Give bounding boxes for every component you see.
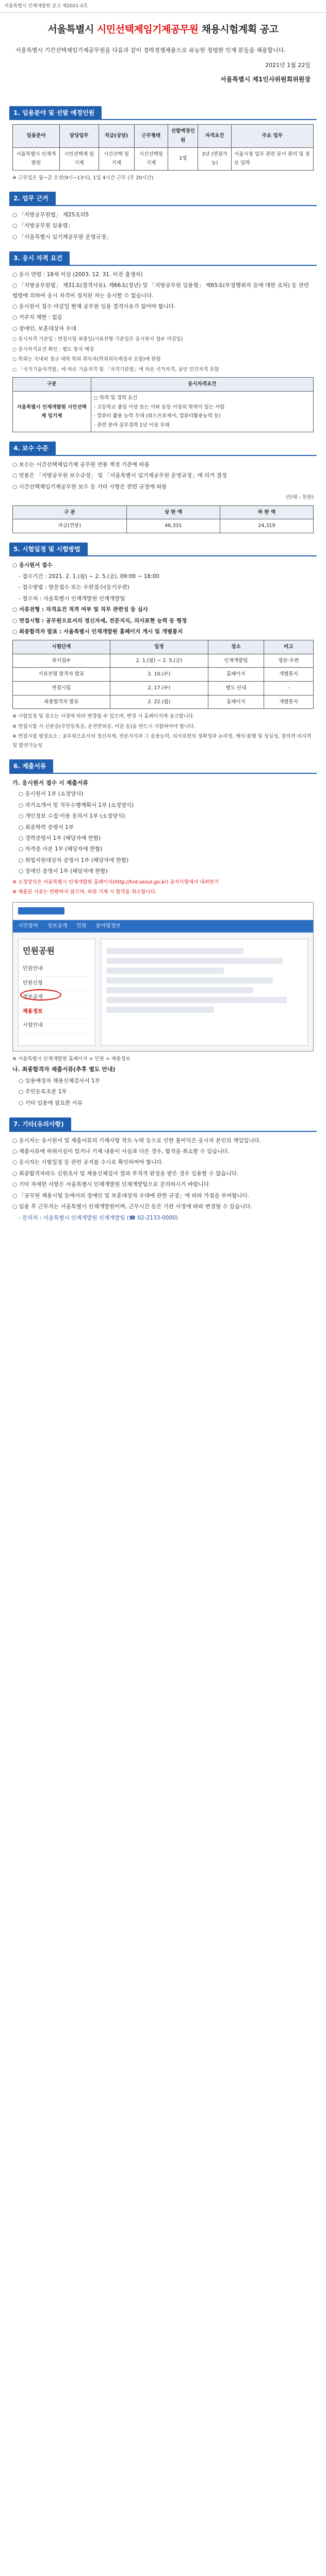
table-header: 시험단계 — [13, 640, 110, 654]
table-header: 일정 — [110, 640, 208, 654]
text-line: - 접수방법 : 방문접수 또는 우편접수(등기우편) — [19, 584, 129, 591]
table-note: ※ 근무일은 월~금 오전(9시~13시), 1일 4시간 근무 (주 20시간) — [12, 175, 154, 181]
table-header: 근무형태 — [134, 125, 168, 147]
table-row — [13, 654, 314, 668]
section-7-body — [12, 1136, 314, 1223]
text-line: ○ 장애인 증명서 1부 (해당자에 한함) — [19, 868, 108, 875]
text-line: ○ 「서울특별시 임기제공무원 운영규정」 — [12, 233, 112, 240]
section-2-body — [12, 210, 314, 242]
title-suffix: 채용시험계획 공고 — [201, 23, 279, 35]
announcement-number: 서울특별시 인재개발원 공고 제2021-0호 — [0, 0, 326, 13]
page-title — [12, 22, 314, 37]
section-2 — [9, 192, 317, 206]
text-line: ○ 제출서류에 허위사실이 있거나 기재 내용이 사실과 다른 경우, 합격을 취소할 수 있습니다. — [12, 1148, 230, 1155]
text-line: ○ 시간선택제임기제공무원 보수 등 기타 사항은 관련 규정에 따름 — [12, 483, 167, 490]
table-header: 선발예정인원 — [168, 125, 198, 147]
text-line: ○ 개인정보 수집·이용 동의서 1부 (소정양식) — [19, 813, 125, 820]
section-1 — [9, 106, 317, 121]
table-cell: 시민선택제 임기제 — [59, 147, 99, 170]
recruit-table — [12, 124, 314, 170]
table-row — [13, 147, 314, 170]
salary-table — [12, 505, 314, 533]
text-line: ○ 「지방공무원 임용령」 — [12, 223, 73, 229]
table-cell: 2. 10.(수) — [110, 668, 208, 682]
section-heading: 1. 임용분야 및 선발 예정인원 — [9, 106, 102, 120]
unit-label: (단위 : 천원) — [286, 495, 314, 501]
table-header: 담당업무 — [59, 125, 99, 147]
text-line: ※ 시험일정 및 장소는 사정에 따라 변경될 수 있으며, 변경 시 홈페이지에 공고합니다. — [12, 714, 195, 720]
text-line: ○ 연봉은 「지방공무원 보수규정」 및 「서울특별시 임기제공무원 운영규정」에 의거 결정 — [12, 472, 227, 479]
table-cell: 홈페이지 — [208, 695, 264, 709]
website-screenshot — [12, 902, 314, 1052]
table-cell: 서류전형 합격자 발표 — [13, 668, 110, 682]
placeholder-line — [106, 977, 273, 984]
table-cell: 3년 (연장가능) — [198, 147, 232, 170]
table-cell: 시간선택임기제 — [134, 147, 168, 170]
table-header: 장소 — [208, 640, 264, 654]
placeholder-line — [106, 948, 243, 954]
text-line: ※ 면접시험 시 신분증(주민등록증, 운전면허증, 여권 등)을 반드시 지참하여야 합니다. — [12, 723, 195, 730]
schedule-table — [12, 640, 314, 709]
section-7 — [9, 1117, 317, 1132]
table-cell: 개별통지 — [264, 695, 313, 709]
table-cell: 2. 17.(수) — [110, 682, 208, 696]
subheading: 나. 최종합격자 제출서류(추후 별도 안내) — [12, 1066, 116, 1073]
text-line: ※ 면접시험 평정요소 : 공무원으로서의 정신자세, 전문지식과 그 응용능력, 의사표현의 정확성과 논리성, 예의·품행 및 성실성, 창의력·의지력 및 발전가능성 — [12, 734, 312, 749]
subheading: 가. 응시원서 접수 시 제출서류 — [12, 779, 89, 787]
text-line: ○ 기타 자세한 사항은 서울특별시 인재개발원 인재개발팀으로 문의하시기 바랍니다. — [12, 1181, 211, 1188]
sidebar-item: 민원신청 — [23, 977, 91, 991]
placeholder-line — [106, 997, 287, 1003]
header — [0, 13, 326, 97]
text-line: ○ 서류전형 : 자격요건 적격 여부 및 직무 관련성 등 심사 — [12, 606, 148, 613]
text-line: ○ 최종합격자 발표 : 서울특별시 인재개발원 홈페이지 게시 및 개별통지 — [12, 628, 183, 635]
text-line: ○ 취업지원대상자 증명서 1부 (해당자에 한함) — [19, 857, 129, 863]
section-5-body — [12, 561, 314, 750]
nav-item: 민원 — [76, 923, 87, 929]
text-line: ○ 자기소개서 및 직무수행계획서 1부 (소정양식) — [19, 802, 134, 808]
text-line: ○ 응시 연령 : 18세 이상 (2003. 12. 31. 이전 출생자) — [12, 271, 143, 278]
table-header: 구분 — [13, 378, 91, 392]
text-line: ○ 거주지 제한 : 없음 — [12, 314, 63, 321]
text-line: ○ 「공무원 채용시험 등에서의 장애인 및 보훈대상자 우대에 관한 규정」에 따라 가점을 부여합니다. — [12, 1192, 249, 1199]
text-line: ○ 응시원서 1부 (소정양식) — [19, 791, 84, 798]
text-line: ○ 응시원서 접수 마감일 현재 공무원 임용 결격사유가 없어야 합니다. — [12, 303, 176, 310]
placeholder-line — [106, 958, 283, 964]
table-cell: ○ 학력 및 경력 요건 - 고등학교 졸업 이상 또는 이와 동등 이상의 학력이 있는 사람 - 컴퓨터 활용 능력 우대 (워드프로세서, 컴퓨터활용능력 등) - 관련 분야 실무경력 1년 이상 우대 — [91, 392, 313, 432]
table-cell: 인재개발팀 — [208, 654, 264, 668]
table-header: 응시자격요건 — [91, 378, 313, 392]
section-heading: 4. 보수 수준 — [9, 442, 56, 455]
nav-item: 분야별정보 — [95, 923, 121, 929]
title-prefix: 서울특별시 — [47, 23, 94, 35]
section-heading: 7. 기타(유의사항) — [9, 1117, 71, 1131]
table-cell: 개별통지 — [264, 668, 313, 682]
table-row — [13, 695, 314, 709]
text-line: ○ 경력증명서 1부 (해당자에 한함) — [19, 835, 101, 842]
text-line: ○ 응시자는 응시원서 및 제출서류의 기재사항 착오·누락 등으로 인한 불이익은 응시자 본인의 책임입니다. — [12, 1137, 261, 1144]
text-line: ※ 소정양식은 서울특별시 인재개발원 홈페이지(http://hrd.seoul.go.kr) 공지사항에서 내려받기 — [12, 879, 219, 885]
section-heading: 2. 업무 근거 — [9, 192, 56, 206]
table-cell: 24,319 — [220, 519, 313, 533]
screenshot-nav — [13, 920, 313, 933]
table-cell: 최종합격자 발표 — [13, 695, 110, 709]
section-heading: 5. 시험일정 및 시험방법 — [9, 543, 88, 556]
section-4 — [9, 442, 317, 456]
title-highlight: 시민선택제임기제공무원 — [96, 23, 199, 35]
text-line: ○ 장애인, 보훈대상자 우대 — [12, 325, 76, 332]
text-line: - 접수처 : 서울특별시 인재개발원 인재개발팀 — [19, 595, 125, 602]
section-1-body — [12, 124, 314, 182]
text-line: ○ 학위는 국내외 정규 대학 학위 취득자(학위취득예정자 포함)에 한함 — [12, 357, 161, 363]
text-line: ○ 최종합격자라도 신원조사 및 채용신체검사 결과 부적격 판정을 받은 경우 임용할 수 없습니다. — [12, 1170, 238, 1177]
table-row — [13, 392, 314, 432]
screenshot-main — [101, 939, 308, 1046]
table-header: 직급(상당) — [99, 125, 134, 147]
placeholder-line — [106, 968, 224, 974]
sidebar-item: 정보공개 — [23, 991, 91, 1005]
text-line: ○ 기타 임용에 필요한 서류 — [19, 1099, 83, 1106]
nav-item: 시민참여 — [18, 923, 38, 929]
text-line: ○ 「국가기술자격법」에 따른 기술자격 및 「자격기본법」에 따른 국가자격, 공인 민간자격 포함 — [12, 366, 219, 372]
text-line: ○ 응시원서 접수 — [12, 562, 53, 569]
lead-paragraph: 서울특별시 기간선택제임기제공무원을 다음과 같이 경력경쟁채용으로 유능한 청렴한 인재 분들을 채용합니다. — [15, 47, 286, 54]
site-logo — [18, 907, 64, 914]
table-row — [13, 519, 314, 533]
text-line: ○ 임용예정자 채용신체검사서 1부 — [19, 1077, 100, 1084]
table-header: 비고 — [264, 640, 313, 654]
section-3 — [9, 251, 317, 266]
table-cell: 1명 — [168, 147, 198, 170]
sidebar-title: 민원공원 — [23, 945, 55, 956]
table-cell: 홈페이지 — [208, 668, 264, 682]
placeholder-line — [106, 1007, 214, 1013]
screenshot-caption: ※ 서울특별시 인재개발원 홈페이지 > 민원 > 채용정보 — [12, 1056, 131, 1062]
table-cell: 46,331 — [126, 519, 220, 533]
table-header: 상 한 액 — [126, 505, 220, 519]
table-cell: 2. 1.(월) ~ 2. 5.(금) — [110, 654, 208, 668]
section-heading: 3. 응시 자격 요건 — [9, 251, 70, 265]
table-header: 자격요건 — [198, 125, 232, 147]
table-row — [13, 682, 314, 696]
text-line: ○ 응시자는 시험일정 등 관련 공지를 수시로 확인하여야 합니다. — [12, 1159, 164, 1166]
table-cell: 시간선택 임기제 — [99, 147, 134, 170]
text-line: ○ 「지방공무원법」 제25조의5 — [12, 211, 89, 218]
section-5 — [9, 543, 317, 557]
section-rule — [9, 773, 317, 774]
text-line: ○ 「지방공무원법」 제31조(결격사유), 제66조(정년) 및 「지방공무원 임용령」 제65조(부정행위자 등에 대한 조치) 등 관련 법령에 의하여 응시 자격이 정지된 자는 응시할 수 없습니다. — [12, 282, 309, 299]
text-line: ○ 주민등록초본 1부 — [19, 1089, 67, 1095]
text-line: ○ 응시자격 기준일 : 면접시험 최종일(서류전형 기준일은 응시원서 접수 마감일) — [12, 336, 183, 343]
text-line: ○ 최종학력 증명서 1부 — [19, 824, 74, 831]
qualification-table — [12, 377, 314, 432]
sidebar-item: 시험안내 — [23, 1019, 91, 1033]
table-cell: 서울특별시 인재개발원 시민선택제 임기제 — [13, 392, 91, 432]
sidebar-item-selected: 채용정보 — [23, 1005, 91, 1020]
table-cell: 라급(연봉) — [13, 519, 127, 533]
bottom-spacer — [0, 1224, 326, 1245]
table-header: 주요 업무 — [232, 125, 314, 147]
text-line: ○ 보수는 시간선택제임기제 공무원 연봉 책정 기준에 따름 — [12, 461, 150, 468]
table-cell: 서울시청 업무 관련 문서 관리 및 정보 입력 — [232, 147, 314, 170]
table-cell: 원서접수 — [13, 654, 110, 668]
contact-line: - 문의처 : 서울특별시 인재개발원 인재개발팀 (☎ 02-2133-0000) — [19, 1214, 178, 1221]
highlight-circle — [20, 989, 61, 1001]
table-cell: - — [264, 682, 313, 696]
placeholder-line — [106, 987, 253, 993]
announcement-date: 2021년 1월 22일 — [265, 62, 311, 69]
section-4-body — [12, 460, 314, 533]
nav-item: 정보공개 — [47, 923, 68, 929]
text-line: ○ 자격증 사본 1부 (해당자에 한함) — [19, 846, 103, 853]
table-cell: 2. 22.(월) — [110, 695, 208, 709]
section-6 — [9, 759, 317, 774]
table-row — [13, 668, 314, 682]
text-line: ○ 응시자격요건 확인 : 별도 통지 예정 — [12, 346, 94, 352]
sidebar-item: 민원안내 — [23, 962, 91, 977]
table-header: 임용분야 — [13, 125, 60, 147]
table-header: 하 한 액 — [220, 505, 313, 519]
table-header: 구 분 — [13, 505, 127, 519]
text-line: - 접수기간 : 2021. 2. 1.(월) ~ 2. 5.(금), 09:00 ~ 18:00 — [19, 573, 159, 580]
table-cell: 방문·우편 — [264, 654, 313, 668]
screenshot-topbar — [13, 903, 313, 920]
section-6-body — [12, 778, 314, 1108]
organization-name: 서울특별시 제1인사위원회위원장 — [220, 76, 311, 83]
section-heading: 6. 제출서류 — [9, 759, 53, 773]
text-line: ○ 면접시험 : 공무원으로서의 정신자세, 전문지식, 의사표현 능력 등 평정 — [12, 617, 187, 624]
text-line: ※ 제출된 서류는 반환하지 않으며, 허위 기재 시 합격을 취소합니다. — [12, 889, 157, 895]
text-line: ○ 임용 후 근무지는 서울특별시 인재개발원이며, 근무시간 등은 기관 사정에 따라 변경될 수 있습니다. — [12, 1204, 252, 1210]
table-cell: 면접시험 — [13, 682, 110, 696]
section-3-body — [12, 270, 314, 433]
table-cell: 별도 안내 — [208, 682, 264, 696]
table-cell: 서울특별시 인재개발원 — [13, 147, 60, 170]
